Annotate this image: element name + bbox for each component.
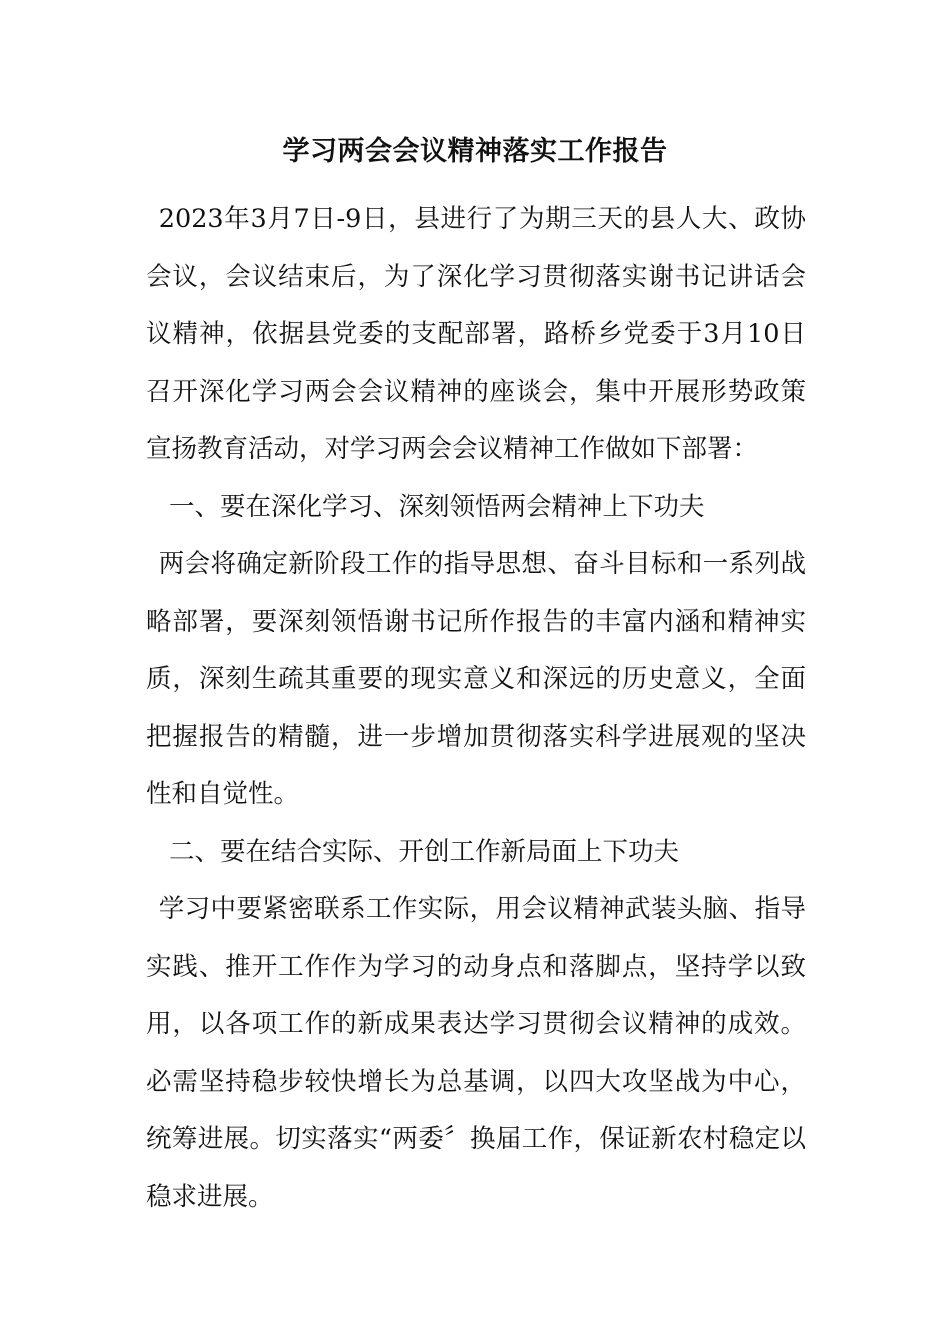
section-heading-2: 二、要在结合实际、开创工作新局面上下功夫 — [168, 836, 679, 867]
document-body — [146, 191, 806, 1226]
document-title: 学习两会会议精神落实工作报告 — [282, 136, 668, 167]
paragraph-section-1: 两会将确定新阶段工作的指导思想、奋斗目标和一系列战略部署，要深刻领悟谢书记所作报告的丰富内涵和精神实质，深刻生疏其重要的现实意义和深远的历史意义，全面把握报告的精髓，进一步增加贯彻落实科学进展观的坚决性和自觉性。 — [146, 549, 806, 809]
paragraph-intro: 2023年3月7日-9日，县进行了为期三天的县人大、政协会议，会议结束后，为了深化学习贯彻落实谢书记讲话会议精神，依据县党委的支配部署，路桥乡党委于3月10日召开深化学习两会会议精神的座谈会，集中开展形势政策宣扬教育活动，对学习两会会议精神工作做如下部署： — [146, 204, 806, 464]
paragraph-section-2: 学习中要紧密联系工作实际，用会议精神武装头脑、指导实践、推开工作作为学习的动身点和落脚点，坚持学以致用，以各项工作的新成果表达学习贯彻会议精神的成效。必需坚持稳步较快增长为总基调，以四大攻坚战为中心，统筹进展。切实落实“两委〞换届工作，保证新农村稳定以稳求进展。 — [146, 894, 806, 1212]
section-heading-1: 一、要在深化学习、深刻领悟两会精神上下功夫 — [168, 491, 705, 522]
